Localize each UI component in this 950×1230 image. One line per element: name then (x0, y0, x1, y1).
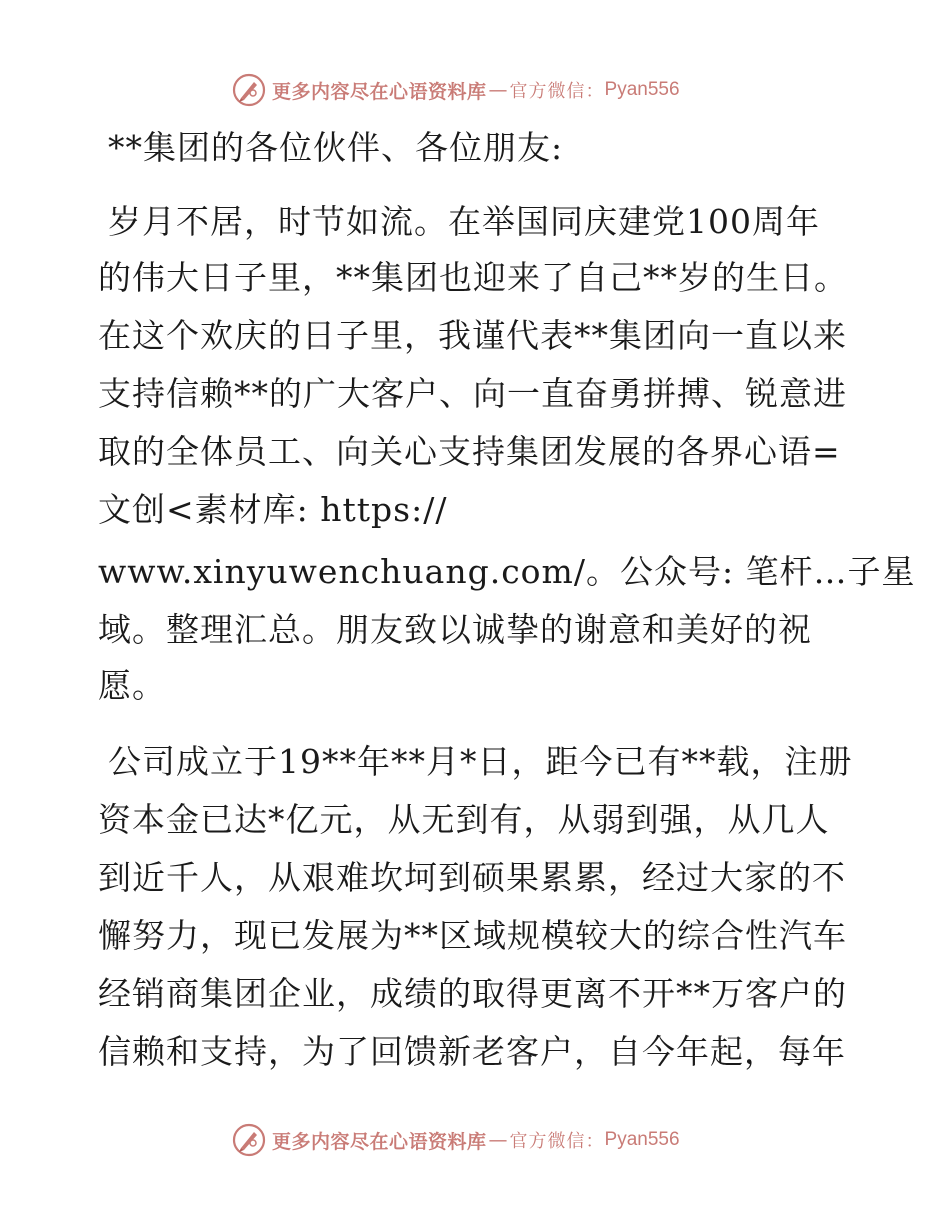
quill-logo-icon (232, 1123, 266, 1157)
banner-wechat-id: Pyan556 (604, 79, 680, 100)
banner-dash: — (488, 1129, 508, 1151)
paragraph-2-line: 懈努力，现已发展为**区域规模较大的综合性汽车 (98, 916, 847, 955)
banner-wechat-label: 官方微信： (509, 1131, 605, 1152)
paragraph-2-line: 资本金已达*亿元，从无到有，从弱到强，从几人 (98, 800, 830, 839)
paragraph-1-line: 文创<素材库: https:// (98, 490, 448, 529)
header-banner (232, 70, 680, 110)
banner-dash: — (488, 79, 508, 101)
paragraph-2-line: 到近千人，从艰难坎坷到硕果累累，经过大家的不 (98, 858, 846, 897)
paragraph-2-line: 公司成立于19**年**月*日，距今已有**载，注册 (108, 742, 853, 781)
greeting-line: **集团的各位伙伴、各位朋友: (108, 128, 564, 167)
paragraph-1-line: 岁月不居，时节如流。在举国同庆建党100周年 (108, 202, 820, 241)
paragraph-2-line: 经销商集团企业，成绩的取得更离不开**万客户的 (98, 974, 847, 1013)
banner-wechat-label: 官方微信： (509, 81, 605, 102)
quill-logo-icon (232, 73, 266, 107)
paragraph-1-line: 在这个欢庆的日子里，我谨代表**集团向一直以来 (98, 316, 847, 355)
paragraph-1-line: 取的全体员工、向关心支持集团发展的各界心语= (98, 432, 841, 471)
paragraph-1-line: 的伟大日子里，**集团也迎来了自己**岁的生日。 (98, 258, 848, 297)
paragraph-1-line: 域。整理汇总。朋友致以诚挚的谢意和美好的祝 (98, 610, 812, 649)
paragraph-1-line: www.xinyuwenchuang.com/。公众号: 笔杆…子星 (98, 552, 916, 591)
paragraph-1-line: 愿。 (98, 666, 166, 705)
banner-title: 更多内容尽在心语资料库 (272, 80, 487, 103)
footer-banner (232, 1120, 680, 1160)
banner-wechat-id: Pyan556 (604, 1129, 680, 1150)
banner-title: 更多内容尽在心语资料库 (272, 1130, 487, 1153)
paragraph-2-line: 信赖和支持，为了回馈新老客户，自今年起，每年 (98, 1032, 846, 1071)
paragraph-1-line: 支持信赖**的广大客户、向一直奋勇拼搏、锐意进 (98, 374, 847, 413)
